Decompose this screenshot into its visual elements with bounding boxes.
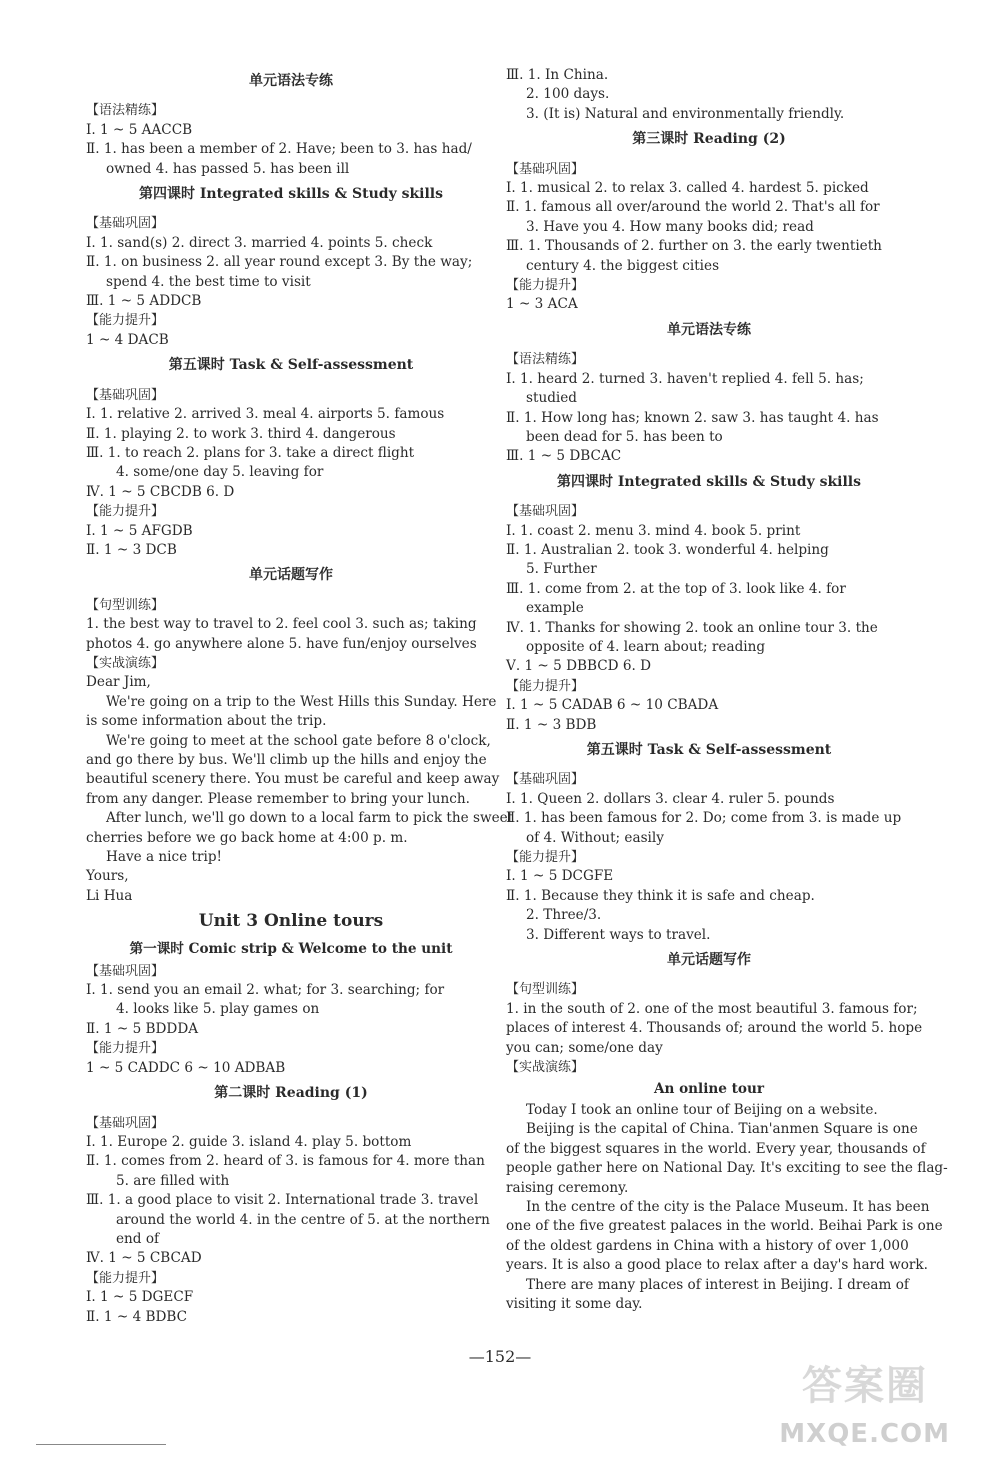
section-label: 【基础巩固】 (86, 216, 165, 232)
essay-line: raising ceremony. (506, 1179, 629, 1196)
answer-line: Ⅰ. 1 ~ 5 DCGFE (506, 868, 614, 885)
answer-line: Ⅰ. 1 ~ 5 AACCB (86, 121, 193, 138)
answer-line: Ⅰ. 1. sand(s) 2. direct 3. married 4. points 5. check (86, 234, 433, 251)
answer-line: 3. Have you 4. How many books did; read (526, 218, 814, 235)
section-label: 【能力提升】 (86, 1270, 165, 1286)
section-label: 【实战演练】 (86, 655, 165, 671)
essay-line: of the biggest squares in the world. Every year, thousands of (506, 1140, 926, 1157)
section-label: 【基础巩固】 (86, 387, 165, 403)
letter-line: from any danger. Please remember to bring your lunch. (86, 790, 470, 807)
essay-line: In the centre of the city is the Palace Museum. It has been (526, 1198, 930, 1215)
section-heading: 第四课时 Integrated skills & Study skills (138, 186, 444, 203)
section-heading: 第二课时 Reading (1) (214, 1085, 368, 1102)
answer-line: Ⅰ. 1. send you an email 2. what; for 3. searching; for (86, 982, 445, 999)
letter-line: We're going to meet at the school gate before 8 o'clock, (106, 732, 491, 749)
answer-line: Ⅱ. 1. has been famous for 2. Do; come from 3. is made up (506, 810, 902, 827)
answer-line: 3. (It is) Natural and environmentally friendly. (526, 105, 845, 122)
answer-line: Ⅰ. 1. heard 2. turned 3. haven't replied 4. fell 5. has; (506, 370, 864, 387)
answer-line: 2. 100 days. (526, 86, 610, 103)
answer-line: 1 ~ 3 ACA (506, 296, 578, 313)
section-heading: 第四课时 Integrated skills & Study skills (556, 473, 862, 490)
page-number: —152— (468, 1347, 532, 1366)
answer-line: Ⅱ. 1 ~ 3 BDB (506, 716, 597, 733)
essay-line: Beijing is the capital of China. Tian'anmen Square is one (526, 1121, 918, 1138)
section-label: 【基础巩固】 (506, 161, 585, 177)
section-label: 【基础巩固】 (506, 504, 585, 520)
answer-line: studied (526, 390, 577, 407)
answer-line: places of interest 4. Thousands of; around the world 5. hope (506, 1020, 923, 1037)
essay-line: visiting it some day. (506, 1295, 643, 1312)
answer-line: 2. Three/3. (526, 907, 602, 924)
answer-line: Ⅳ. 1 ~ 5 CBCAD (86, 1250, 202, 1267)
answer-line: Ⅴ. 1 ~ 5 DBBCD 6. D (506, 658, 652, 675)
watermark-site-text: MXQE.COM (779, 1419, 950, 1449)
footer-rule (36, 1444, 166, 1445)
letter-greeting: Dear Jim, (86, 674, 151, 691)
answer-line: Ⅱ. 1. playing 2. to work 3. third 4. dangerous (86, 425, 396, 442)
section-label: 【能力提升】 (506, 850, 585, 866)
answer-line: Ⅲ. 1. to reach 2. plans for 3. take a direct flight (86, 444, 415, 461)
section-label: 【基础巩固】 (86, 1115, 165, 1131)
answer-line: 5. are filled with (116, 1172, 230, 1189)
answer-line: Ⅲ. 1 ~ 5 DBCAC (506, 448, 622, 465)
answer-line: Ⅱ. 1. on business 2. all year round except 3. By the way; (86, 254, 473, 271)
section-heading: 第一课时 Comic strip & Welcome to the unit (129, 941, 453, 958)
answer-line: Ⅱ. 1 ~ 3 DCB (86, 541, 177, 558)
letter-line: After lunch, we'll go down to a local farm to pick the sweet (106, 810, 514, 827)
answer-line: Ⅰ. 1 ~ 5 CADAB 6 ~ 10 CBADA (506, 697, 719, 714)
section-label: 【语法精练】 (506, 352, 585, 368)
section-heading: 单元话题写作 (667, 952, 751, 969)
letter-closing: Yours, (86, 868, 129, 885)
answer-line: spend 4. the best time to visit (106, 273, 311, 290)
unit-title: Unit 3 Online tours (198, 911, 384, 932)
section-heading: 第三课时 Reading (2) (632, 131, 786, 148)
answer-line: Ⅲ. 1. come from 2. at the top of 3. look like 4. for (506, 580, 846, 597)
answer-line: Ⅲ. 1. Thousands of 2. further on 3. the early twentieth (506, 238, 882, 255)
section-label: 【实战演练】 (506, 1060, 585, 1076)
letter-line: cherries before we go back home at 4:00 p. m. (86, 829, 408, 846)
answer-line: Ⅳ. 1 ~ 5 CBCDB 6. D (86, 483, 235, 500)
answer-line: 1. the best way to travel to 2. feel cool 3. such as; taking (86, 616, 477, 633)
answer-line: opposite of 4. learn about; reading (526, 638, 766, 655)
answer-line: of 4. Without; easily (526, 829, 664, 846)
section-label: 【能力提升】 (86, 504, 165, 520)
answer-line: been dead for 5. has been to (526, 428, 723, 445)
answer-line: Ⅰ. 1. Queen 2. dollars 3. clear 4. ruler 5. pounds (506, 790, 835, 807)
right-column (506, 66, 948, 1314)
watermark-logo (779, 1351, 986, 1463)
essay-line: one of the five greatest palaces in the world. Beihai Park is one (506, 1218, 943, 1235)
answer-line: 1 ~ 4 DACB (86, 331, 169, 348)
letter-line: is some information about the trip. (86, 713, 327, 730)
section-label: 【基础巩固】 (86, 963, 165, 979)
section-label: 【能力提升】 (506, 278, 585, 294)
answer-line: 5. Further (526, 561, 597, 578)
answer-line: Ⅰ. 1 ~ 5 AFGDB (86, 522, 193, 539)
letter-signature: Li Hua (86, 887, 133, 904)
letter-line: and go there by bus. We'll climb up the hills and enjoy the (86, 752, 487, 768)
answer-line: Ⅱ. 1. Australian 2. took 3. wonderful 4. helping (506, 541, 829, 558)
essay-line: of the oldest gardens in China with a history of over 1,000 (506, 1237, 909, 1254)
left-column (86, 66, 514, 1327)
essay-line: people gather here on National Day. It's exciting to see the flag- (506, 1160, 948, 1177)
essay-line: years. It is also a good place to relax after a day's hard work. (506, 1257, 928, 1274)
essay-line: There are many places of interest in Beijing. I dream of (526, 1276, 909, 1293)
answer-line: Ⅰ. 1. Europe 2. guide 3. island 4. play 5. bottom (86, 1133, 412, 1150)
answer-line: 3. Different ways to travel. (526, 926, 711, 943)
answer-line: Ⅳ. 1. Thanks for showing 2. took an online tour 3. the (506, 619, 878, 636)
answer-line: Ⅰ. 1. coast 2. menu 3. mind 4. book 5. print (506, 522, 801, 539)
answer-line: you can; some/one day (506, 1039, 663, 1056)
essay-line: Today I took an online tour of Beijing on a website. (526, 1101, 878, 1118)
answer-line: example (526, 600, 584, 617)
section-heading: 第五课时 Task & Self-assessment (586, 742, 832, 758)
letter-line: Have a nice trip! (106, 849, 222, 866)
section-heading: 单元话题写作 (249, 567, 333, 584)
section-label: 【句型训练】 (506, 982, 585, 998)
answer-line: Ⅲ. 1. a good place to visit 2. International trade 3. travel (86, 1192, 479, 1209)
answer-line: Ⅱ. 1. comes from 2. heard of 3. is famous for 4. more than (86, 1153, 485, 1170)
letter-line: beautiful scenery there. You must be careful and keep away (86, 771, 500, 788)
section-label: 【能力提升】 (86, 1041, 165, 1057)
section-label: 【能力提升】 (506, 678, 585, 694)
answer-line: Ⅲ. 1. In China. (506, 67, 609, 83)
answer-line: around the world 4. in the centre of 5. at the northern (116, 1211, 490, 1228)
section-heading: 单元语法专练 (249, 73, 333, 89)
section-heading: 第五课时 Task & Self-assessment (168, 357, 414, 374)
answer-line: Ⅰ. 1. musical 2. to relax 3. called 4. hardest 5. picked (506, 180, 869, 197)
answer-line: 1 ~ 5 CADDC 6 ~ 10 ADBAB (86, 1059, 286, 1076)
section-label: 【句型训练】 (86, 597, 165, 613)
answer-line: Ⅰ. 1 ~ 5 DGECF (86, 1289, 194, 1306)
answer-line: 1. in the south of 2. one of the most beautiful 3. famous for; (506, 1000, 918, 1017)
section-heading: 单元语法专练 (667, 321, 751, 338)
answer-line: Ⅱ. 1 ~ 4 BDBC (86, 1308, 188, 1325)
section-label: 【基础巩固】 (506, 772, 585, 788)
answer-line: Ⅱ. 1. How long has; known 2. saw 3. has taught 4. has (506, 409, 879, 426)
answer-line: owned 4. has passed 5. has been ill (106, 160, 350, 177)
answer-line: Ⅱ. 1. has been a member of 2. Have; been to 3. has had/ (86, 141, 472, 158)
section-label: 【能力提升】 (86, 313, 165, 329)
answer-line: Ⅱ. 1. famous all over/around the world 2. That's all for (506, 199, 880, 216)
essay-title: An online tour (653, 1080, 765, 1097)
answer-line: end of (116, 1230, 160, 1247)
answer-line: Ⅲ. 1 ~ 5 ADDCB (86, 293, 202, 310)
watermark-chinese-text: 答案圈 (802, 1363, 928, 1409)
answer-line: Ⅰ. 1. relative 2. arrived 3. meal 4. airports 5. famous (86, 406, 445, 423)
answer-line: 4. looks like 5. play games on (116, 1001, 320, 1018)
section-label: 【语法精练】 (86, 103, 165, 119)
answer-line: Ⅱ. 1. Because they think it is safe and cheap. (506, 887, 815, 904)
answer-line: photos 4. go anywhere alone 5. have fun/enjoy ourselves (86, 635, 477, 652)
letter-line: We're going on a trip to the West Hills this Sunday. Here (106, 693, 497, 710)
answer-line: century 4. the biggest cities (526, 257, 720, 274)
answer-line: Ⅱ. 1 ~ 5 BDDDA (86, 1020, 199, 1037)
answer-line: 4. some/one day 5. leaving for (116, 464, 324, 481)
